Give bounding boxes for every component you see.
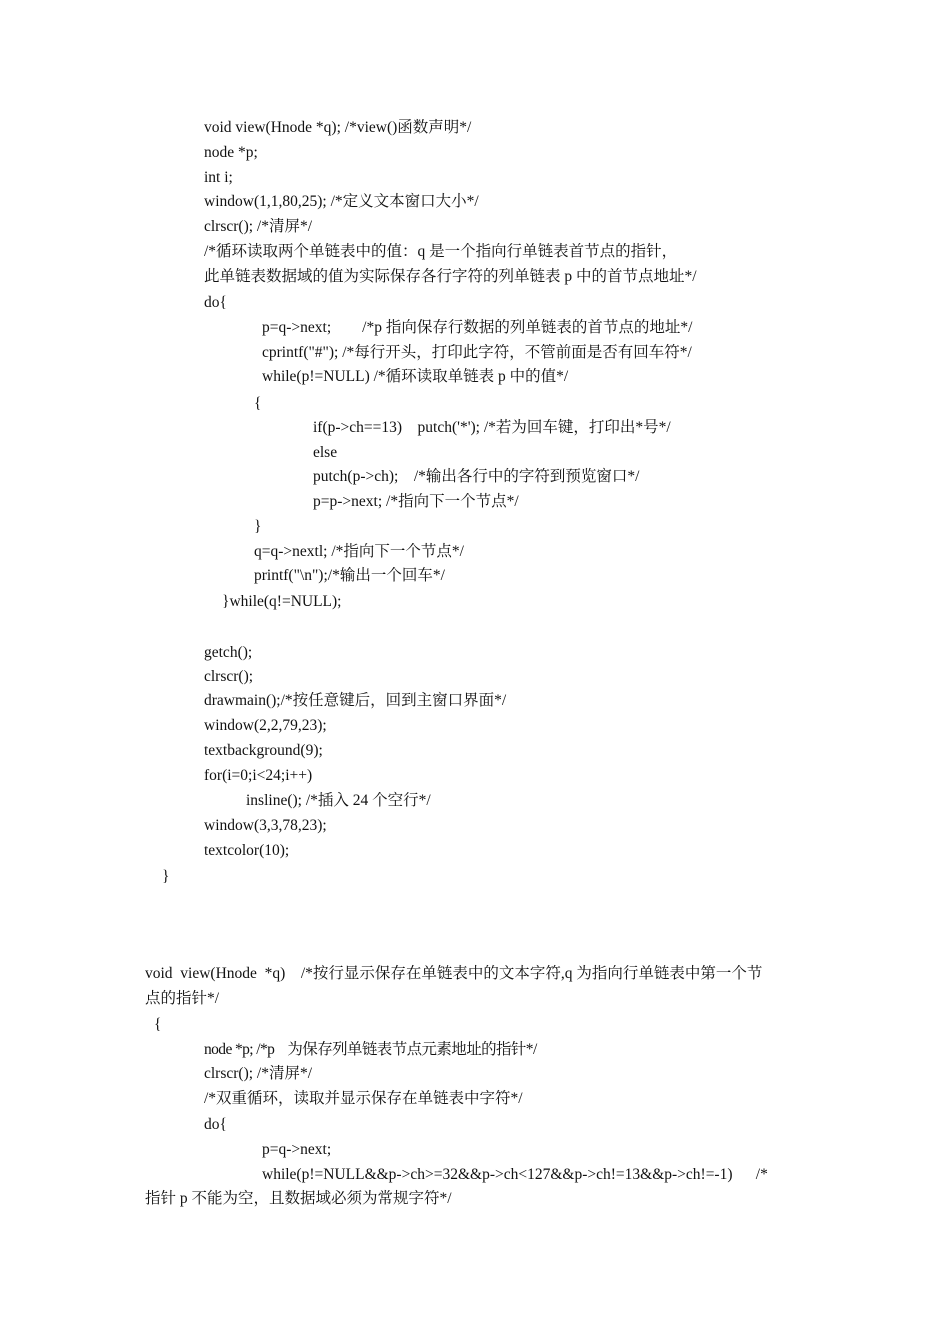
code-line: if(p->ch==13) putch('*'); /*若为回车键，打印出*号*/ xyxy=(313,419,671,436)
code-line: void view(Hnode *q); /*view()函数声明*/ xyxy=(204,119,472,136)
code-line: clrscr(); xyxy=(204,668,254,685)
code-line: while(p!=NULL) /*循环读取单链表 p 中的值*/ xyxy=(262,368,569,385)
code-line: q=q->nextl; /*指向下一个节点*/ xyxy=(254,543,464,560)
code-line: 点的指针*/ xyxy=(145,990,220,1007)
code-line: p=q->next; xyxy=(262,1141,332,1158)
code-line: 此单链表数据域的值为实际保存各行字符的列单链表 p 中的首节点地址*/ xyxy=(204,268,697,285)
code-line: /*循环读取两个单链表中的值：q 是一个指向行单链表首节点的指针， xyxy=(204,243,678,260)
code-line: do{ xyxy=(204,294,227,311)
code-line: window(2,2,79,23); xyxy=(204,717,327,734)
code-line: 指针 p 不能为空，且数据域必须为常规字符*/ xyxy=(145,1190,452,1207)
code-line: cprintf("#"); /*每行开头，打印此字符，不管前面是否有回车符*/ xyxy=(262,344,692,361)
code-line: p=q->next; /*p 指向保存行数据的列单链表的首节点的地址*/ xyxy=(262,319,693,336)
code-line: { xyxy=(254,395,262,412)
code-line: getch(); xyxy=(204,644,253,661)
code-line: textcolor(10); xyxy=(204,842,290,859)
code-line: /*双重循环，读取并显示保存在单链表中字符*/ xyxy=(204,1090,523,1107)
code-line: void view(Hnode *q) /*按行显示保存在单链表中的文本字符,q 为指向行单链表中第一个节 xyxy=(145,965,763,982)
code-line: textbackground(9); xyxy=(204,742,323,759)
code-line: }while(q!=NULL); xyxy=(222,593,342,610)
code-line: do{ xyxy=(204,1116,227,1133)
code-line: { xyxy=(154,1016,162,1033)
code-line: clrscr(); /*清屏*/ xyxy=(204,218,313,235)
code-line: int i; xyxy=(204,169,233,186)
code-line: insline(); /*插入 24 个空行*/ xyxy=(246,792,431,809)
code-line: putch(p->ch); /*输出各行中的字符到预览窗口*/ xyxy=(313,468,640,485)
code-line: } xyxy=(254,518,262,535)
code-line: else xyxy=(313,444,338,461)
code-line: node *p; /*p 为保存列单链表节点元素地址的指针*/ xyxy=(204,1041,537,1058)
code-line: } xyxy=(162,868,170,885)
code-line: for(i=0;i<24;i++) xyxy=(204,767,313,784)
code-line: clrscr(); /*清屏*/ xyxy=(204,1065,313,1082)
code-line: window(3,3,78,23); xyxy=(204,817,327,834)
code-line: p=p->next; /*指向下一个节点*/ xyxy=(313,493,519,510)
code-line: drawmain();/*按任意键后，回到主窗口界面*/ xyxy=(204,692,507,709)
code-line: window(1,1,80,25); /*定义文本窗口大小*/ xyxy=(204,193,479,210)
code-line: node *p; xyxy=(204,144,258,161)
code-line: while(p!=NULL&&p->ch>=32&&p->ch<127&&p->ch!=13&&p->ch!=-1) /* xyxy=(262,1166,768,1183)
code-line: printf("\n");/*输出一个回车*/ xyxy=(254,567,445,584)
